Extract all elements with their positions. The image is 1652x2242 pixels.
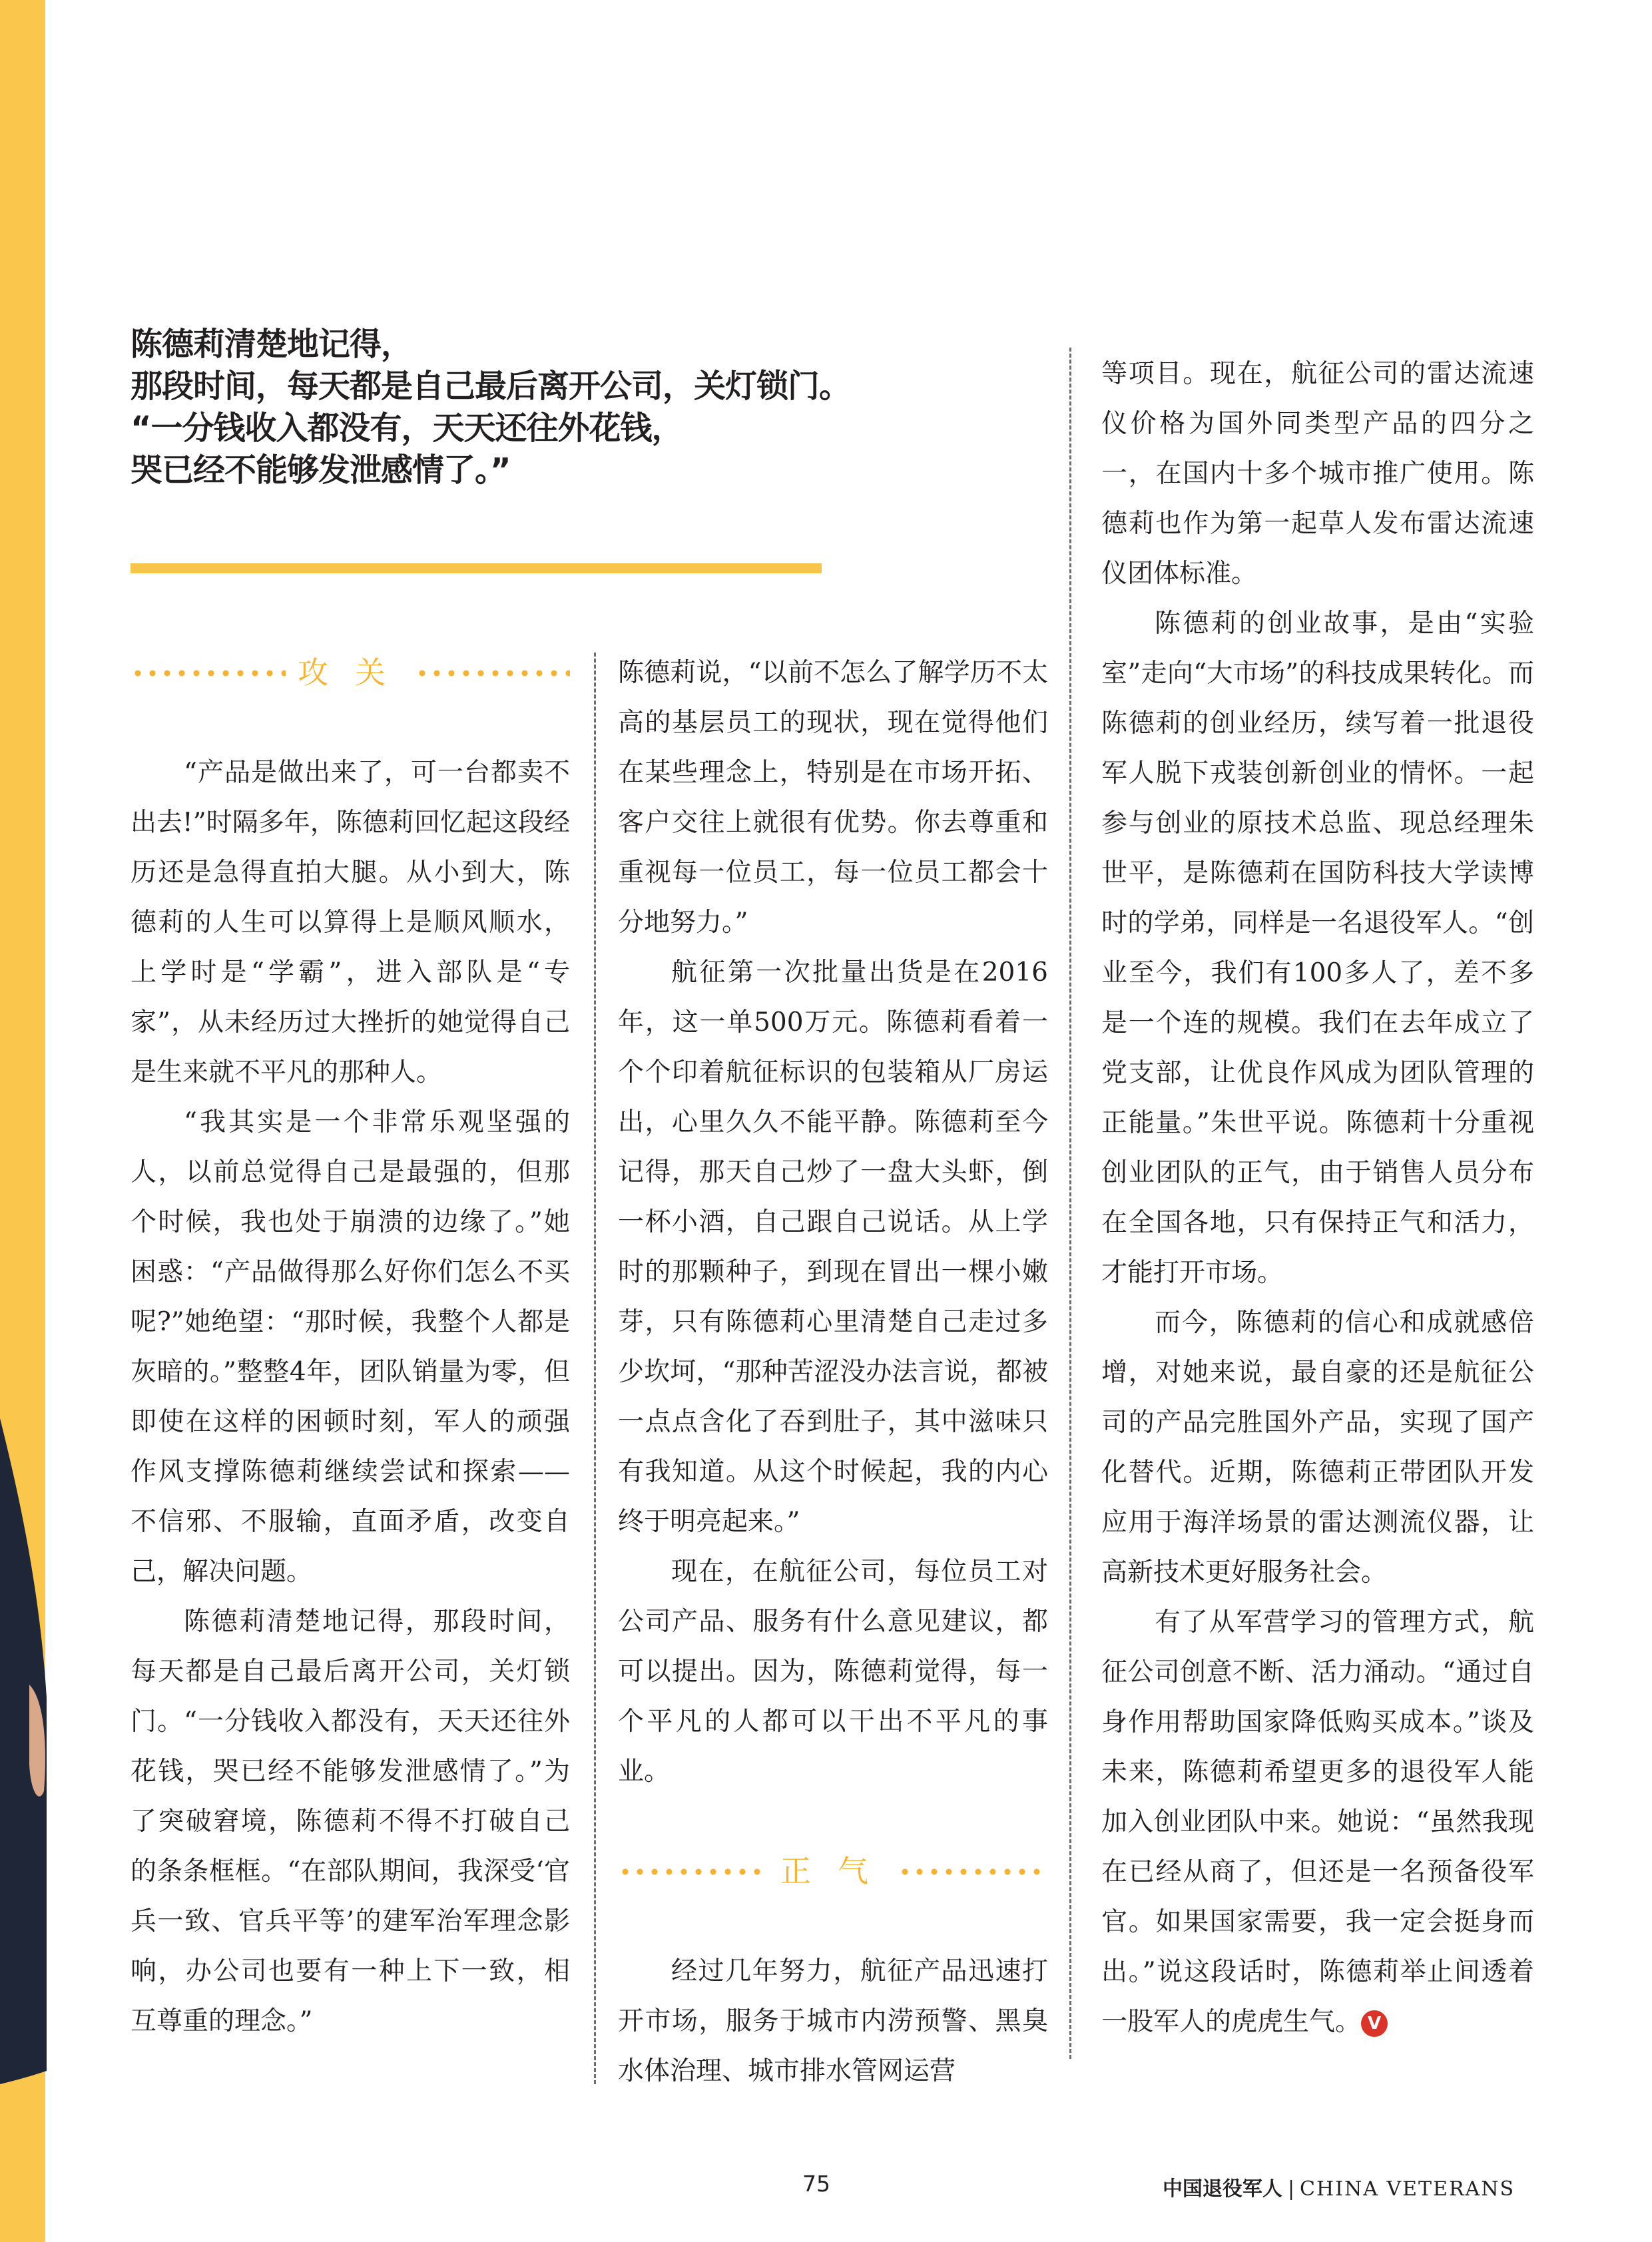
pull-quote-line-4: 哭已经不能够发泄感情了。”	[131, 451, 511, 489]
dotted-ornament-right	[898, 1868, 1048, 1876]
paragraph-text: 有了从军营学习的管理方式，航征公司创意不断、活力涌动。“通过自身作用帮助国家降低购买成本。”谈及未来，陈德莉希望更多的退役军人能加入创业团队中来。她说：“虽然我现在已经从商了，但还是一名预备役军官。如果国家需要，我一定会挺身而出。”说这段话时，陈德莉举止间透着一股军人的虎虎生气。	[1101, 1607, 1534, 2037]
paragraph	[1101, 1597, 1534, 2047]
section-heading-zhengqi	[618, 1846, 1048, 1896]
paragraph: 航征第一次批量出货是在2016年，这一单500万元。陈德莉看着一个个印着航征标识的包装箱从厂房运出，心里久久不能平静。陈德莉至今记得，那天自己炒了一盘大头虾，倒一杯小酒，自己跟自己说话。从上学时的那颗种子，到现在冒出一棵小嫩芽，只有陈德莉心里清楚自己走过多少坎坷，“那种苦涩没办法言说，都被一点点含化了吞到肚子，其中滋味只有我知道。从这个时候起，我的内心终于明亮起来。”	[618, 958, 1048, 1537]
magazine-footer	[1163, 2172, 1515, 2201]
page-number: 75	[802, 2171, 830, 2197]
magazine-name-cn: 中国退役军人	[1162, 2177, 1282, 2201]
paragraph: “我其实是一个非常乐观坚强的人，以前总觉得自己是最强的，但那个时候，我也处于崩溃的边缘了。”她困惑：“产品做得那么好你们怎么不买呢?”她绝望：“那时候，我整个人都是灰暗的。”整整4年，团队销量为零，但即使在这样的困顿时刻，军人的顽强作风支撑陈德莉继续尝试和探索——不信邪、不服输，直面矛盾，改变自己，解决问题。	[131, 1107, 570, 1587]
end-of-article-icon: V	[1361, 2010, 1388, 2037]
photo-crop-edge	[0, 1418, 47, 2084]
paragraph: 等项目。现在，航征公司的雷达流速仪价格为国外同类型产品的四分之一，在国内十多个城市推广使用。陈德莉也作为第一起草人发布雷达流速仪团体标准。	[1101, 359, 1534, 589]
pull-quote-line-2: 那段时间，每天都是自己最后离开公司，关灯锁门。	[131, 368, 851, 405]
paragraph: 陈德莉说，“以前不怎么了解学历不太高的基层员工的现状，现在觉得他们在某些理念上，特别是在市场开拓、客户交往上就很有优势。你去尊重和重视每一位员工，每一位员工都会十分地努力。”	[618, 658, 1048, 938]
article-column-1	[131, 648, 570, 2046]
section-title: 正气	[780, 1853, 895, 1889]
section-heading-gongguan	[131, 648, 570, 698]
article-column-3	[1101, 349, 1534, 2047]
paragraph: “产品是做出来了，可一台都卖不出去!”时隔多年，陈德莉回忆起这段经历还是急得直拍大腿。从小到大，陈德莉的人生可以算得上是顺风顺水，上学时是“学霸”，进入部队是“专家”，从未经历过大挫折的她觉得自己是生来就不平凡的那种人。	[131, 758, 570, 1087]
paragraph: 陈德莉的创业故事，是由“实验室”走向“大市场”的科技成果转化。而陈德莉的创业经历，续写着一批退役军人脱下戎装创新创业的情怀。一起参与创业的原技术总监、现总经理朱世平，是陈德莉在国防科技大学读博时的学弟，同样是一名退役军人。“创业至今，我们有100多人了，差不多是一个连的规模。我们在去年成立了党支部，让优良作风成为团队管理的正能量。”朱世平说。陈德莉十分重视创业团队的正气，由于销售人员分布在全国各地，只有保持正气和活力，才能打开市场。	[1101, 609, 1534, 1288]
dotted-ornament-left	[131, 669, 286, 677]
article-column-2	[618, 648, 1048, 2096]
dotted-ornament-right	[415, 669, 570, 677]
paragraph: 而今，陈德莉的信心和成就感倍增，对她来说，最自豪的还是航征公司的产品完胜国外产品，实现了国产化替代。近期，陈德莉正带团队开发应用于海洋场景的雷达测流仪器，让高新技术更好服务社会。	[1101, 1308, 1534, 1587]
dotted-ornament-left	[618, 1868, 768, 1876]
pull-quote-rule	[131, 563, 822, 573]
column-divider-1	[594, 653, 596, 2084]
magazine-name-en: CHINA VETERANS	[1300, 2177, 1515, 2201]
pull-quote-line-3: “一分钱收入都没有，天天还往外花钱，	[131, 410, 683, 447]
column-divider-2	[1069, 348, 1071, 2059]
pull-quote-line-1: 陈德莉清楚地记得，	[131, 326, 413, 363]
paragraph: 现在，在航征公司，每位员工对公司产品、服务有什么意见建议，都可以提出。因为，陈德莉觉得，每一个平凡的人都可以干出不平凡的事业。	[618, 1557, 1048, 1787]
pull-quote	[131, 324, 876, 491]
footer-separator: |	[1287, 2177, 1295, 2201]
paragraph: 经过几年努力，航征产品迅速打开市场，服务于城市内涝预警、黑臭水体治理、城市排水管网运营	[618, 1956, 1048, 2086]
section-title: 攻关	[298, 655, 412, 691]
paragraph: 陈德莉清楚地记得，那段时间，每天都是自己最后离开公司，关灯锁门。“一分钱收入都没有，天天还往外花钱，哭已经不能够发泄感情了。”为了突破窘境，陈德莉不得不打破自己的条条框框。“在部队期间，我深受‘官兵一致、官兵平等’的建军治军理念影响，办公司也要有一种上下一致，相互尊重的理念。”	[131, 1607, 570, 2036]
